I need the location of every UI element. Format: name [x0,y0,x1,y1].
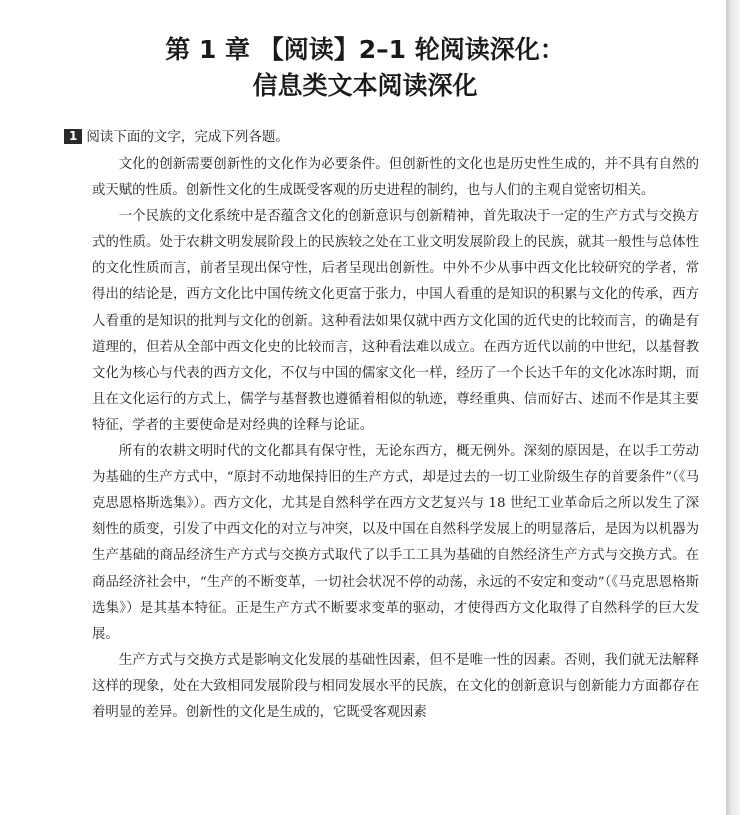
chapter-title [40,32,690,104]
chapter-title-line-2: 信息类文本阅读深化 [252,71,478,100]
question-number-badge: 1 [64,129,82,144]
passage-paragraph-4: 生产方式与交换方式是影响文化发展的基础性因素，但不是唯一性的因素。否则，我们就无法解释这样的现象，处在大致相同发展阶段与相同发展水平的民族，在文化的创新意识与创新能力方面都存在着明显的差异。创新性的文化是生成的，它既受客观因素 [92,652,699,720]
page-edge-shadow [726,0,740,815]
passage-paragraph-3: 所有的农耕文明时代的文化都具有保守性，无论东西方，概无例外。深刻的原因是，在以手工劳动为基础的生产方式中，“原封不动地保持旧的生产方式，却是过去的一切工业阶级生存的首要条件”（《马克思恩格斯选集》）。西方文化，尤其是自然科学在西方文艺复兴与 18 世纪工业革命后之所以发生了深刻性的质变，引发了中西文化的对立与冲突，以及中国在自然科学发展上的明显落后，是因为以机器为生产基础的商品经济生产方式与交换方式取代了以手工工具为基础的自然经济生产方式与交换方式。在商品经济社会中，“生产的不断变革，一切社会状况不停的动荡，永远的不安定和变动”（《马克思恩格斯选集》）是其基本特征。正是生产方式不断要求变革的驱动，才使得西方文化取得了自然科学的巨大发展。 [92,444,699,642]
chapter-title-line-1: 第 1 章 【阅读】2–1 轮阅读深化： [165,35,565,64]
passage-paragraph-1: 文化的创新需要创新性的文化作为必要条件。但创新性的文化也是历史性生成的，并不具有自然的或天赋的性质。创新性文化的生成既受客观的历史进程的制约，也与人们的主观自觉密切相关。 [92,157,699,199]
reading-passage [92,152,699,726]
question-instruction: 阅读下面的文字，完成下列各题。 [86,129,289,145]
passage-paragraph-2: 一个民族的文化系统中是否蕴含文化的创新意识与创新精神，首先取决于一定的生产方式与交换方式的性质。处于农耕文明发展阶段上的民族较之处在工业文明发展阶段上的民族，就其一般性与总体性的文化性质而言，前者呈现出保守性，后者呈现出创新性。中外不少从事中西文化比较研究的学者，常得出的结论是，西方文化比中国传统文化更富于张力，中国人看重的是知识的积累与文化的传承，西方人看重的是知识的批判与文化的创新。这种看法如果仅就中西方文化国的近代史的比较而言，的确是有道理的，但若从全部中西文化史的比较而言，这种看法难以成立。在西方近代以前的中世纪，以基督教文化为核心与代表的西方文化，不仅与中国的儒家文化一样，经历了一个长达千年的文化冰冻时期，而且在文化运行的方式上，儒学与基督教也遵循着相似的轨迹，尊经重典、信而好古、述而不作是其主要特征，学者的主要使命是对经典的诠释与论证。 [92,209,699,433]
question-header [64,125,704,149]
